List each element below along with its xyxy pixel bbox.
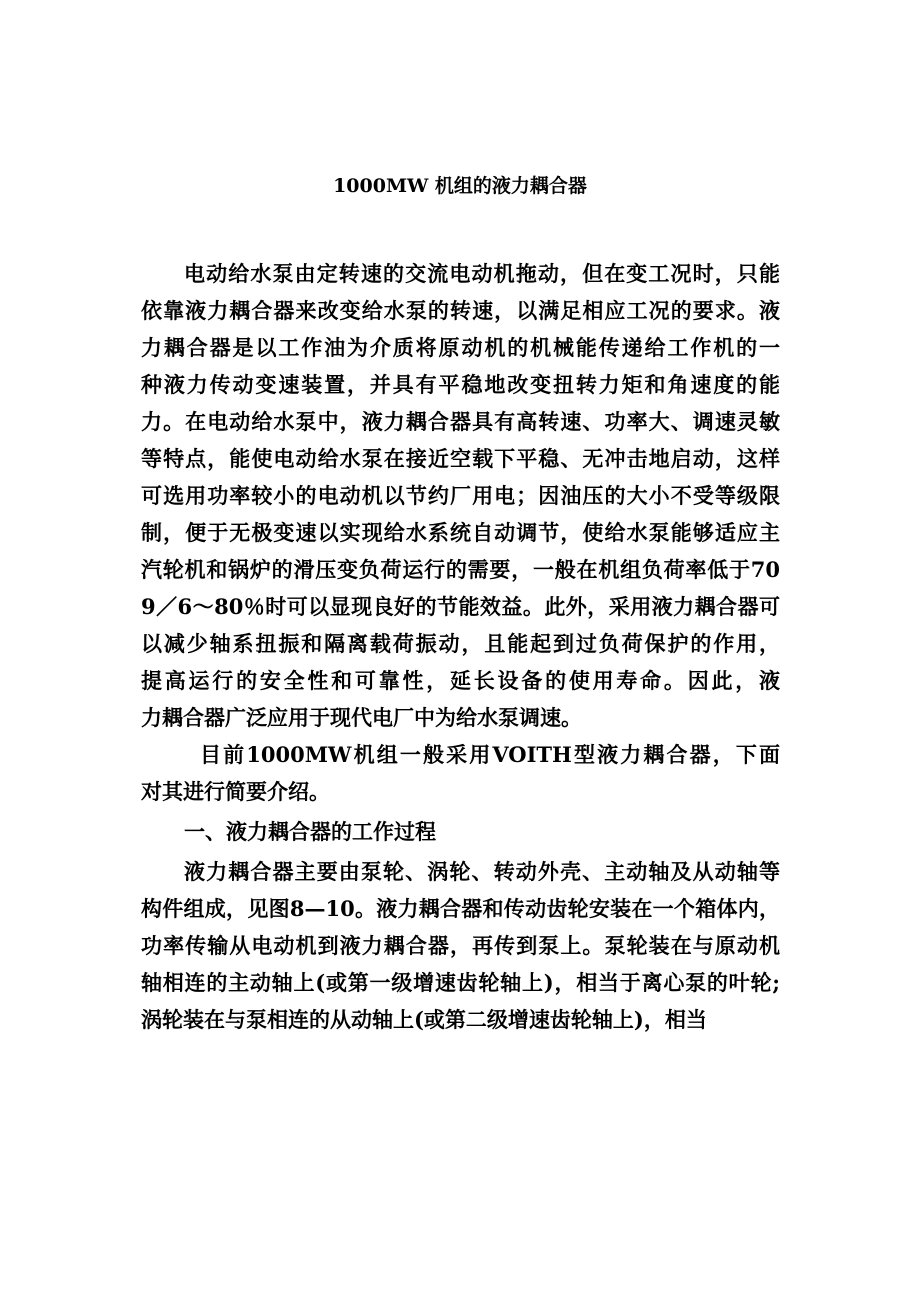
paragraph-line	[141, 776, 330, 808]
line-text: 涡轮装在与泵相连的从动轴上(或第二级增速齿轮轴上)，相当	[141, 1007, 707, 1032]
document-title: 1000MW 机组的液力耦合器	[333, 175, 587, 197]
line-text: 汽轮机和锅炉的滑压变负荷运行的需要，一般在机组负荷率低于70	[141, 557, 780, 582]
paragraph-line	[200, 739, 780, 771]
paragraph-line	[141, 332, 780, 364]
line-text: 力耦合器广泛应用于现代电厂中为给水泵调速。	[141, 705, 582, 730]
paragraph-line	[141, 554, 780, 586]
section-heading	[184, 816, 436, 848]
line-text: 电动给水泵由定转速的交流电动机拖动，但在变工况时，只能	[184, 261, 780, 286]
line-text: 对其进行简要介绍。	[141, 779, 330, 804]
line-text: 力耦合器是以工作油为介质将原动机的机械能传递给工作机的一	[141, 335, 780, 360]
paragraph-line	[141, 517, 780, 549]
heading-text: 一、液力耦合器的工作过程	[184, 819, 436, 844]
line-text: 以减少轴系扭振和隔离载荷振动，且能起到过负荷保护的作用，	[141, 631, 780, 656]
paragraph-line	[141, 702, 582, 734]
line-text: 9／6～80％时可以显现良好的节能效益。此外，采用液力耦合器可	[141, 594, 780, 619]
paragraph-line	[141, 967, 780, 999]
paragraph-line	[141, 591, 780, 623]
paragraph-line	[141, 628, 780, 660]
paragraph-line	[184, 856, 780, 888]
line-text: 液力耦合器主要由泵轮、涡轮、转动外壳、主动轴及从动轴等	[184, 859, 780, 884]
paragraph-line	[141, 1004, 707, 1036]
paragraph-line	[141, 930, 780, 962]
line-text: 轴相连的主动轴上(或第一级增速齿轮轴上)，相当于离心泵的叶轮;	[141, 970, 780, 995]
paragraph-line	[141, 369, 780, 401]
line-text: 制，便于无极变速以实现给水系统自动调节，使给水泵能够适应主	[141, 520, 780, 545]
line-text: 等特点，能使电动给水泵在接近空载下平稳、无冲击地启动，这样	[141, 446, 780, 471]
line-text: 目前1000MW机组一般采用VOITH型液力耦合器，下面	[200, 742, 780, 767]
line-text: 可选用功率较小的电动机以节约厂用电；因油压的大小不受等级限	[141, 483, 780, 508]
paragraph-line	[141, 295, 780, 327]
line-text: 依靠液力耦合器来改变给水泵的转速，以满足相应工况的要求。液	[141, 298, 780, 323]
line-text: 力。在电动给水泵中，液力耦合器具有高转速、功率大、调速灵敏	[141, 409, 780, 434]
paragraph-line	[141, 480, 780, 512]
paragraph-line	[141, 665, 780, 697]
line-text: 提高运行的安全性和可靠性，延长设备的使用寿命。因此，液	[141, 668, 780, 693]
paragraph-line	[141, 893, 780, 925]
paragraph-line	[141, 406, 780, 438]
paragraph-line	[184, 258, 780, 290]
paragraph-line	[141, 443, 780, 475]
line-text: 构件组成，见图8—10。液力耦合器和传动齿轮安装在一个箱体内，	[141, 896, 780, 921]
line-text: 种液力传动变速装置，并具有平稳地改变扭转力矩和角速度的能	[141, 372, 780, 397]
line-text: 功率传输从电动机到液力耦合器，再传到泵上。泵轮装在与原动机	[141, 933, 780, 958]
